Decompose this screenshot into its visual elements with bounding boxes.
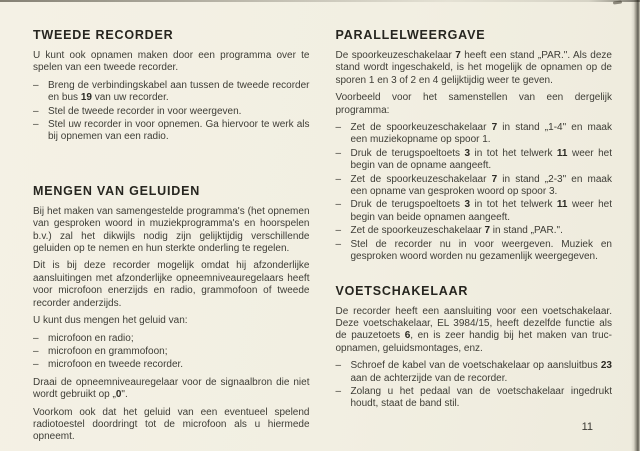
list-item [336,122,613,147]
dash-bullet: – [335,225,342,237]
bullet-list [33,333,310,372]
paragraph [33,50,310,75]
bold-ref-number: 7 [455,50,461,61]
list-item [33,333,310,345]
text-segment: Druk de terugspoeltoets [350,199,465,211]
section-heading: VOETSCHAKELAAR [335,283,469,298]
bold-ref-number: 11 [556,147,568,159]
text-segment: Breng de verbindingskabel aan tussen de tweede recorder en bus [48,79,310,104]
text-segment: De recorder heeft een aansluiting voor een voetschakelaar. Deze voetschakelaar, EL 3984/15, heeft dezelfde functie als de pauzetoets [335,305,612,342]
section [33,28,310,144]
text-segment: microfoon en grammofoon; [48,345,168,357]
list-item-text [48,106,310,118]
bold-ref-number: 7 [491,122,498,134]
list-item [33,359,310,371]
text-segment: Zet de spoorkeuzeschakelaar [350,225,485,237]
page-number: 11 [581,421,593,433]
text-segment: Zet de spoorkeuzeschakelaar [350,173,492,185]
text-segment: microfoon en radio; [48,332,134,344]
list-item [33,106,310,118]
right-column [336,28,613,449]
text-segment: ". [121,389,128,401]
list-item-text [351,199,613,224]
bullet-list [336,360,613,411]
text-segment: Zolang u het pedaal van de voetschakelaar ingedrukt houdt, staat de band stil. [350,385,612,410]
text-segment: U kunt dus mengen het geluid van: [33,315,188,327]
bold-ref-number: 19 [80,92,92,104]
list-item-text [351,225,613,237]
text-segment: heeft een stand „PAR.". Als deze stand wordt ingeschakeld, is het mogelijk de opnamen op de sporen 1 en 3 of 2 en 4 gelijktijdig weer te geven. [335,50,612,86]
text-segment: in tot het telwerk [470,147,557,159]
list-item-text [351,174,613,199]
left-column [33,28,310,449]
paragraph [33,260,310,310]
list-item [336,386,613,411]
dash-bullet: – [335,122,342,134]
list-item [33,119,310,144]
list-item-text [351,360,613,385]
text-segment: in stand „PAR.". [490,225,563,237]
list-item [33,346,310,358]
text-segment: in tot het telwerk [470,199,557,211]
dash-bullet: – [335,385,342,397]
text-segment: in stand „2-3" en maak een opname van gesproken woord op spoor 3. [350,173,612,198]
section [336,28,613,264]
text-segment: Stel de tweede recorder in voor weergeven. [48,105,242,117]
bold-ref-number: 0 [115,389,122,401]
section-heading: TWEEDE RECORDER [33,28,174,42]
list-item-text [48,346,310,358]
dash-bullet: – [335,147,342,159]
paragraph [33,377,310,402]
list-item-text [48,119,310,144]
paragraph [336,50,613,87]
paragraph [33,407,310,444]
list-item [336,239,613,264]
list-item [336,199,613,224]
text-segment: , en is zeer handig bij het maken van truc-opnamen, geluidsmontages, enz. [335,330,612,354]
dash-bullet: – [33,105,39,117]
text-segment: weer het begin van beide opnamen aangeeft. [350,199,613,223]
paragraph [336,306,613,356]
text-segment: Druk de terugspoeltoets [350,147,465,159]
text-segment: Stel uw recorder in voor opnemen. Ga hiervoor te werk als bij opnemen van een radio. [48,119,310,143]
dash-bullet: – [33,119,39,131]
bold-ref-number: 3 [464,147,471,159]
dash-bullet: – [33,359,39,371]
list-item-text [351,148,613,173]
text-segment: van uw recorder. [91,92,169,104]
dash-bullet: – [335,173,342,185]
list-item-text [351,239,613,264]
bold-ref-number: 6 [404,330,411,342]
list-item-text [351,122,613,147]
list-item [336,360,613,385]
list-item [336,148,613,173]
bold-ref-number: 3 [464,199,471,211]
list-item-text [48,333,310,345]
bullet-list [33,80,310,144]
dash-bullet: – [335,199,342,211]
dash-bullet: – [33,79,39,91]
text-segment: in stand „1-4" en maak een muziekopname op spoor 1. [350,122,612,146]
list-item-text [48,359,310,371]
bold-ref-number: 7 [491,173,498,185]
list-item-text [351,386,613,411]
paragraph [336,92,613,117]
text-segment: Bij het maken van samengestelde programma's (het opnemen van gesproken woord in muziekprogramma's en hoorspelen b.v.) zal het dikwijls nodig zijn gelijktijdig verschillende geluiden op te nemen en hun sterkte onderling te regelen. [33,205,310,255]
paragraph [33,206,310,256]
text-segment: Dit is bij deze recorder mogelijk omdat hij afzonderlijke aansluitingen met afzonderlijke opneemniveauregelaars heeft voor microfoon enerzijds en radio, grammofoon of tweede recorder anderzijds. [33,260,310,309]
bold-ref-number: 23 [600,360,612,372]
text-segment: Voorkom ook dat het geluid van een eventueel spelend radiotoestel doordringt tot de microfoon als u hiermede opneemt. [33,406,310,443]
dash-bullet: – [33,332,39,344]
text-segment: aan de achterzijde van de recorder. [350,372,508,384]
text-segment: microfoon en tweede recorder. [48,359,184,371]
list-item [336,225,613,237]
section [33,184,310,444]
text-segment: Schroef de kabel van de voetschakelaar op aansluitbus [350,360,601,372]
section-heading: PARALLELWEERGAVE [335,28,486,42]
bullet-list [336,122,613,263]
list-item [336,174,613,199]
text-segment: weer het begin van de opname aangeeft. [350,147,613,172]
paragraph [33,315,310,327]
section [336,284,613,411]
list-item [33,80,310,105]
dash-bullet: – [335,238,342,250]
text-segment: De spoorkeuzeschakelaar [335,50,456,61]
dash-bullet: – [335,360,342,372]
dash-bullet: – [33,345,39,357]
text-segment: Zet de spoorkeuzeschakelaar [350,122,492,134]
text-segment: U kunt ook opnamen maken door een programma over te spelen van een tweede recorder. [33,50,310,74]
list-item-text [48,80,310,105]
bold-ref-number: 11 [556,199,568,211]
section-heading: MENGEN VAN GELUIDEN [33,183,201,198]
text-segment: Stel de recorder nu in voor weergeven. Muziek en gesproken woord worden nu gezamenlijk weergegeven. [350,238,612,263]
bold-ref-number: 7 [484,225,491,237]
text-segment: Voorbeeld voor het samenstellen van een dergelijk programma: [335,92,612,116]
text-segment: Draai de opneemniveauregelaar voor de signaalbron die niet wordt gebruikt op „ [33,376,310,401]
